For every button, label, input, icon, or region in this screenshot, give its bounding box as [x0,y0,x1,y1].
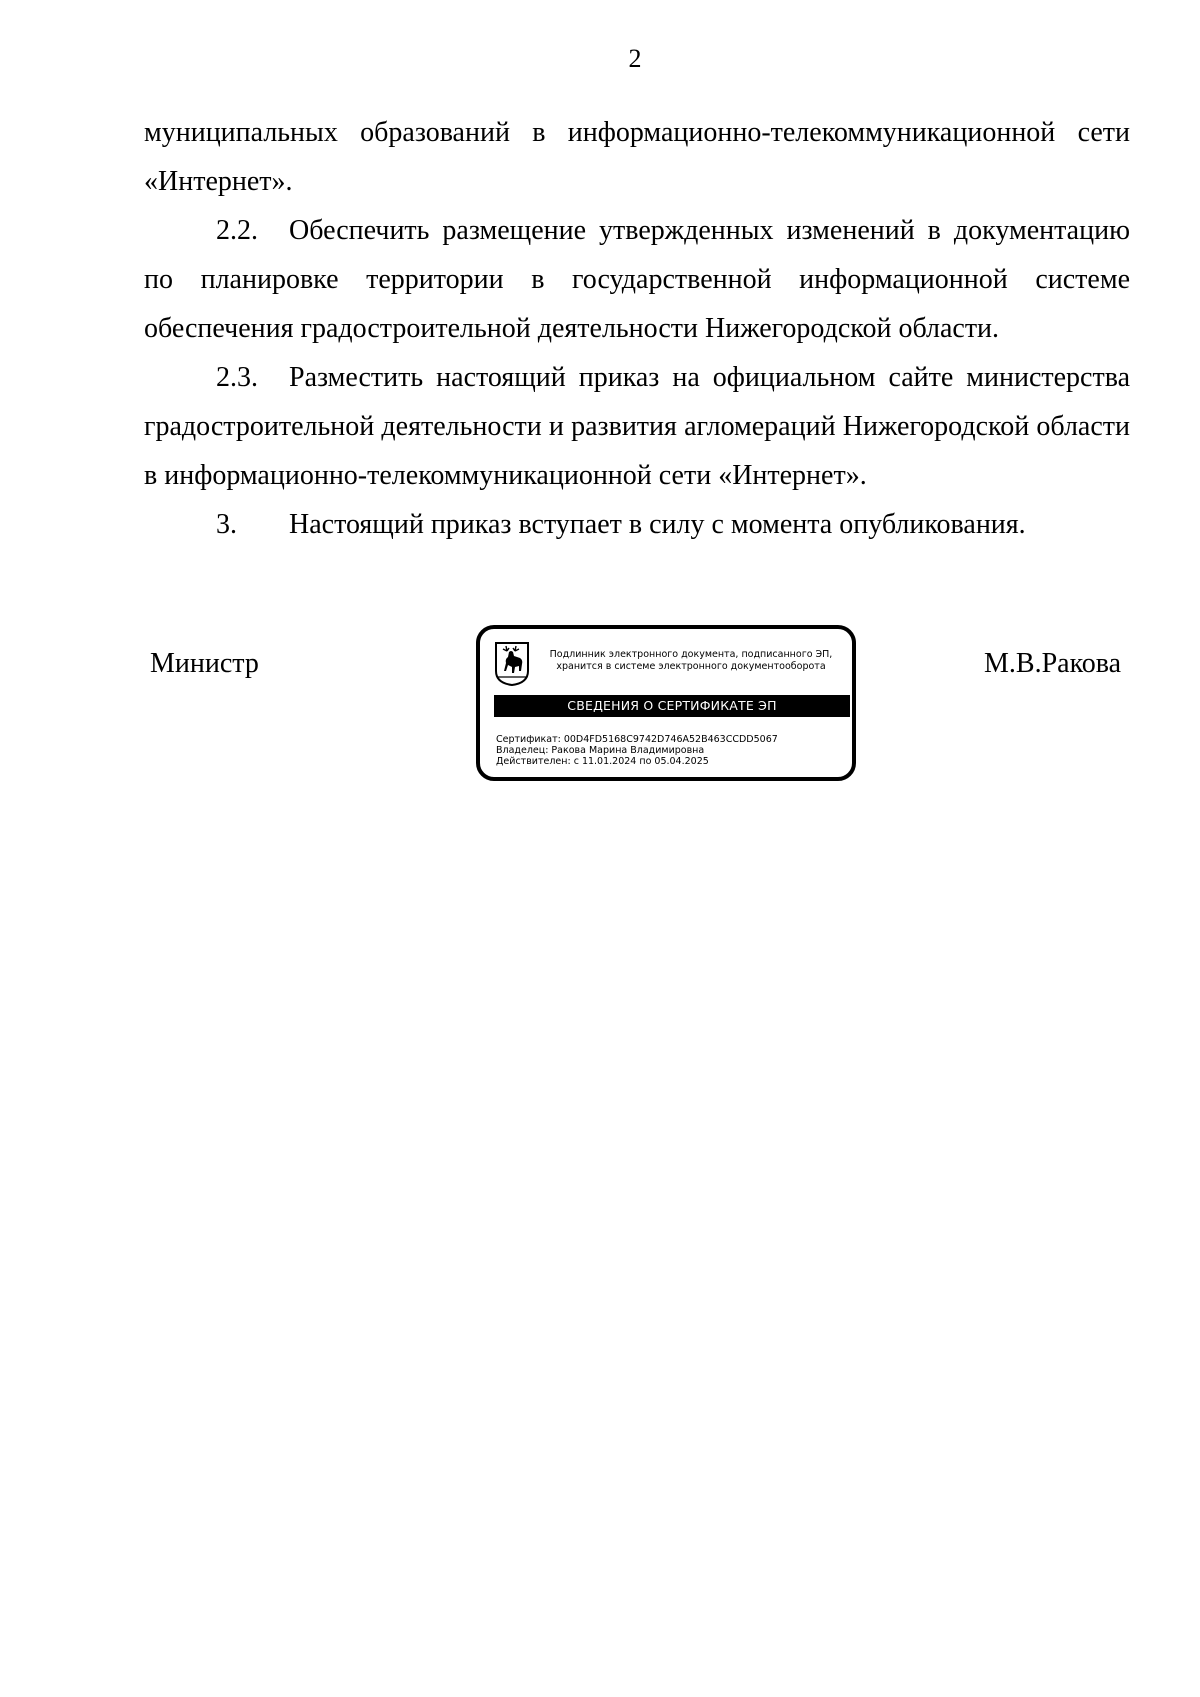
paragraph-2-3 [144,353,1130,500]
certificate-details [496,734,846,767]
paragraph-number: 2.3. [216,362,258,393]
certificate-number: Сертификат: 00D4FD5168C9742D746A52B463CCDD5067 [496,734,778,745]
stamp-header-line: хранится в системе электронного документооборота [556,661,826,672]
deer-coat-of-arms-icon [494,641,530,687]
paragraph-text: муниципальных образований в информационно-телекоммуникационной сети «Интернет». [144,117,1130,197]
stamp-header [532,649,850,673]
document-body [144,108,1130,549]
certificate-info-bar: СВЕДЕНИЯ О СЕРТИФИКАТЕ ЭП [494,695,850,717]
paragraph-number: 2.2. [216,215,258,246]
paragraph-2-2 [144,206,1130,353]
paragraph-text: Обеспечить размещение утвержденных изменений в документацию по планировке территории в государственной информационной системе обеспечения градостроительной деятельности Нижегородской области. [144,215,1130,344]
paragraph-3 [144,500,1130,549]
certificate-owner: Владелец: Ракова Марина Владимировна [496,745,705,756]
stamp-header-line: Подлинник электронного документа, подписанного ЭП, [549,649,833,660]
signatory-name: М.В.Ракова [984,648,1122,679]
paragraph-number: 3. [216,509,237,540]
paragraph-continuation [144,108,1130,206]
certificate-validity: Действителен: с 11.01.2024 по 05.04.2025 [496,756,709,767]
paragraph-text: Настоящий приказ вступает в силу с момента опубликования. [289,509,1026,540]
electronic-signature-stamp [476,625,856,781]
page-number: 2 [628,44,642,73]
signatory-title: Министр [150,648,259,679]
paragraph-text: Разместить настоящий приказ на официальном сайте министерства градостроительной деятельности и развития агломераций Нижегородской области в информационно-телекоммуникационной сети «Интернет». [144,362,1130,491]
